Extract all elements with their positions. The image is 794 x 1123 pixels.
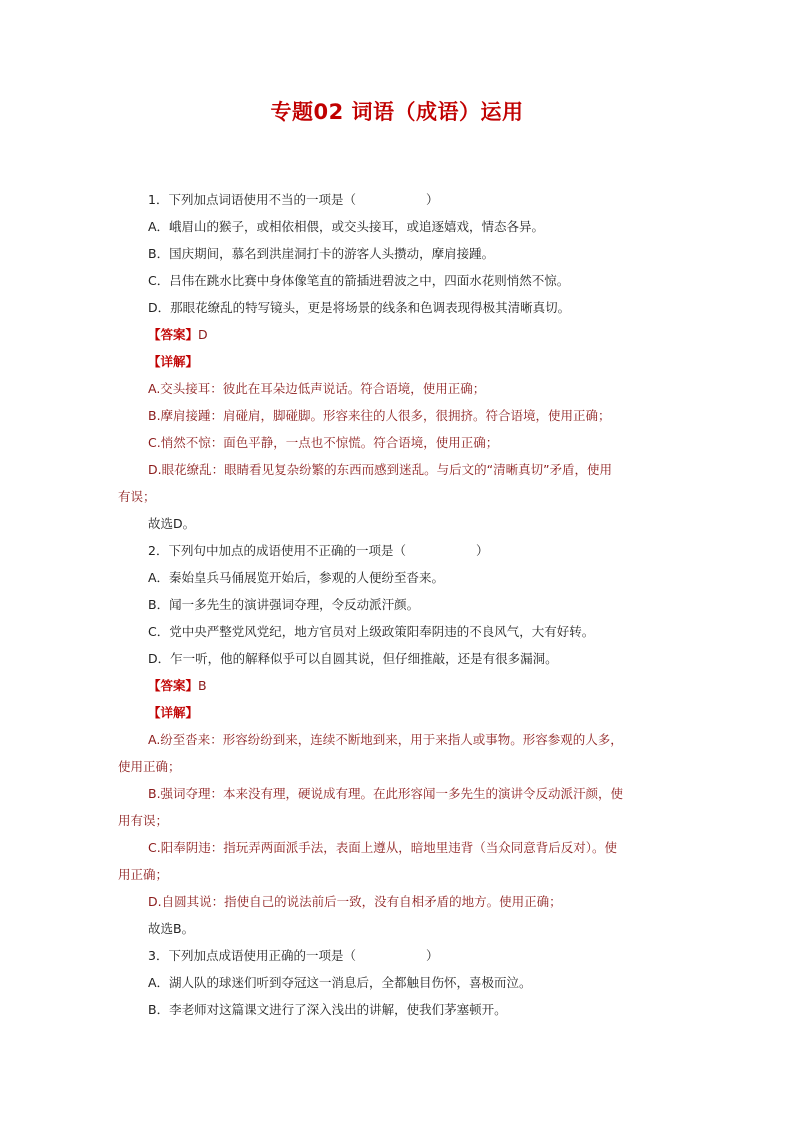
question-1-option-b: B．国庆期间，慕名到洪崖洞打卡的游客人头攒动，摩肩接踵。 bbox=[148, 246, 495, 261]
question-2-detail-a: A.纷至沓来：形容纷纷到来，连续不断地到来，用于来指人或事物。形容参观的人多， bbox=[148, 732, 623, 747]
question-1-option-a: A．峨眉山的猴子，或相依相偎，或交头接耳，或追逐嬉戏，情态各异。 bbox=[148, 219, 545, 234]
question-1-detail-heading bbox=[118, 348, 688, 375]
question-1-detail-a: A.交头接耳：彼此在耳朵边低声说话。符合语境，使用正确； bbox=[148, 381, 486, 396]
question-2-option-b: B．闻一多先生的演讲强词夺理，令反动派汗颜。 bbox=[148, 597, 420, 612]
question-2-conclusion: 故选B。 bbox=[148, 921, 195, 936]
question-1-detail-d-cont: 有误； bbox=[118, 489, 156, 504]
question-1-detail-b: B.摩肩接踵：肩碰肩，脚碰脚。形容来往的人很多，很拥挤。符合语境，使用正确； bbox=[148, 408, 611, 423]
question-stem-end: ） bbox=[425, 192, 439, 207]
question-1-detail-d: D.眼花缭乱：眼睛看见复杂纷繁的东西而感到迷乱。与后文的“清晰真切”矛盾，使用 bbox=[148, 462, 613, 477]
detail-tag: 【详解】 bbox=[148, 354, 199, 369]
question-2-detail-heading bbox=[118, 699, 688, 726]
question-2-detail-c: C.阳奉阴违：指玩弄两面派手法，表面上遵从，暗地里违背（当众同意背后反对）。使 bbox=[148, 840, 617, 855]
question-stem-end: ） bbox=[475, 543, 489, 558]
question-stem-text: 2．下列句中加点的成语使用不正确的一项是（ bbox=[148, 543, 406, 558]
question-2-option-a: A．秦始皇兵马俑展览开始后，参观的人便纷至沓来。 bbox=[148, 570, 445, 585]
question-1-stem bbox=[118, 186, 688, 213]
page-title: 专题02 词语（成语）运用 bbox=[270, 100, 524, 124]
question-3-stem bbox=[118, 942, 688, 969]
detail-tag: 【详解】 bbox=[148, 705, 199, 720]
question-1-answer bbox=[118, 321, 688, 348]
question-1-conclusion: 故选D。 bbox=[148, 516, 196, 531]
question-1-option-c: C．吕伟在跳水比赛中身体像笔直的箭插进碧波之中，四面水花则悄然不惊。 bbox=[148, 273, 570, 288]
question-2-option-c: C．党中央严整党风党纪，地方官员对上级政策阳奉阴违的不良风气，大有好转。 bbox=[148, 624, 595, 639]
question-stem-end: ） bbox=[425, 948, 439, 963]
question-2-detail-c-cont: 用正确； bbox=[118, 867, 169, 882]
question-stem-text: 3．下列加点成语使用正确的一项是（ bbox=[148, 948, 356, 963]
question-3-option-a: A．湖人队的球迷们听到夺冠这一消息后，全都触目伤怀，喜极而泣。 bbox=[148, 975, 532, 990]
answer-tag: 【答案】 bbox=[148, 327, 199, 342]
question-2-detail-b: B.强词夺理：本来没有理，硬说成有理。在此形容闻一多先生的演讲令反动派汗颜，使 bbox=[148, 786, 624, 801]
question-2-detail-b-cont: 用有误； bbox=[118, 813, 169, 828]
question-2-detail-a-cont: 使用正确； bbox=[118, 759, 181, 774]
document-body bbox=[118, 186, 688, 1023]
question-2-stem bbox=[118, 537, 688, 564]
answer-tag: 【答案】 bbox=[148, 678, 199, 693]
question-1-option-d: D．那眼花缭乱的特写镜头，更是将场景的线条和色调表现得极其清晰真切。 bbox=[148, 300, 571, 315]
question-2-detail-d: D.自圆其说：指使自己的说法前后一致，没有自相矛盾的地方。使用正确； bbox=[148, 894, 562, 909]
answer-value: D bbox=[198, 327, 208, 342]
question-3-option-b: B．李老师对这篇课文进行了深入浅出的讲解，使我们茅塞顿开。 bbox=[148, 1002, 507, 1017]
question-1-detail-c: C.悄然不惊：面色平静，一点也不惊慌。符合语境，使用正确； bbox=[148, 435, 499, 450]
question-2-answer bbox=[118, 672, 688, 699]
answer-value: B bbox=[198, 678, 207, 693]
question-2-option-d: D．乍一听，他的解释似乎可以自圆其说，但仔细推敲，还是有很多漏洞。 bbox=[148, 651, 558, 666]
question-stem-text: 1．下列加点词语使用不当的一项是（ bbox=[148, 192, 356, 207]
